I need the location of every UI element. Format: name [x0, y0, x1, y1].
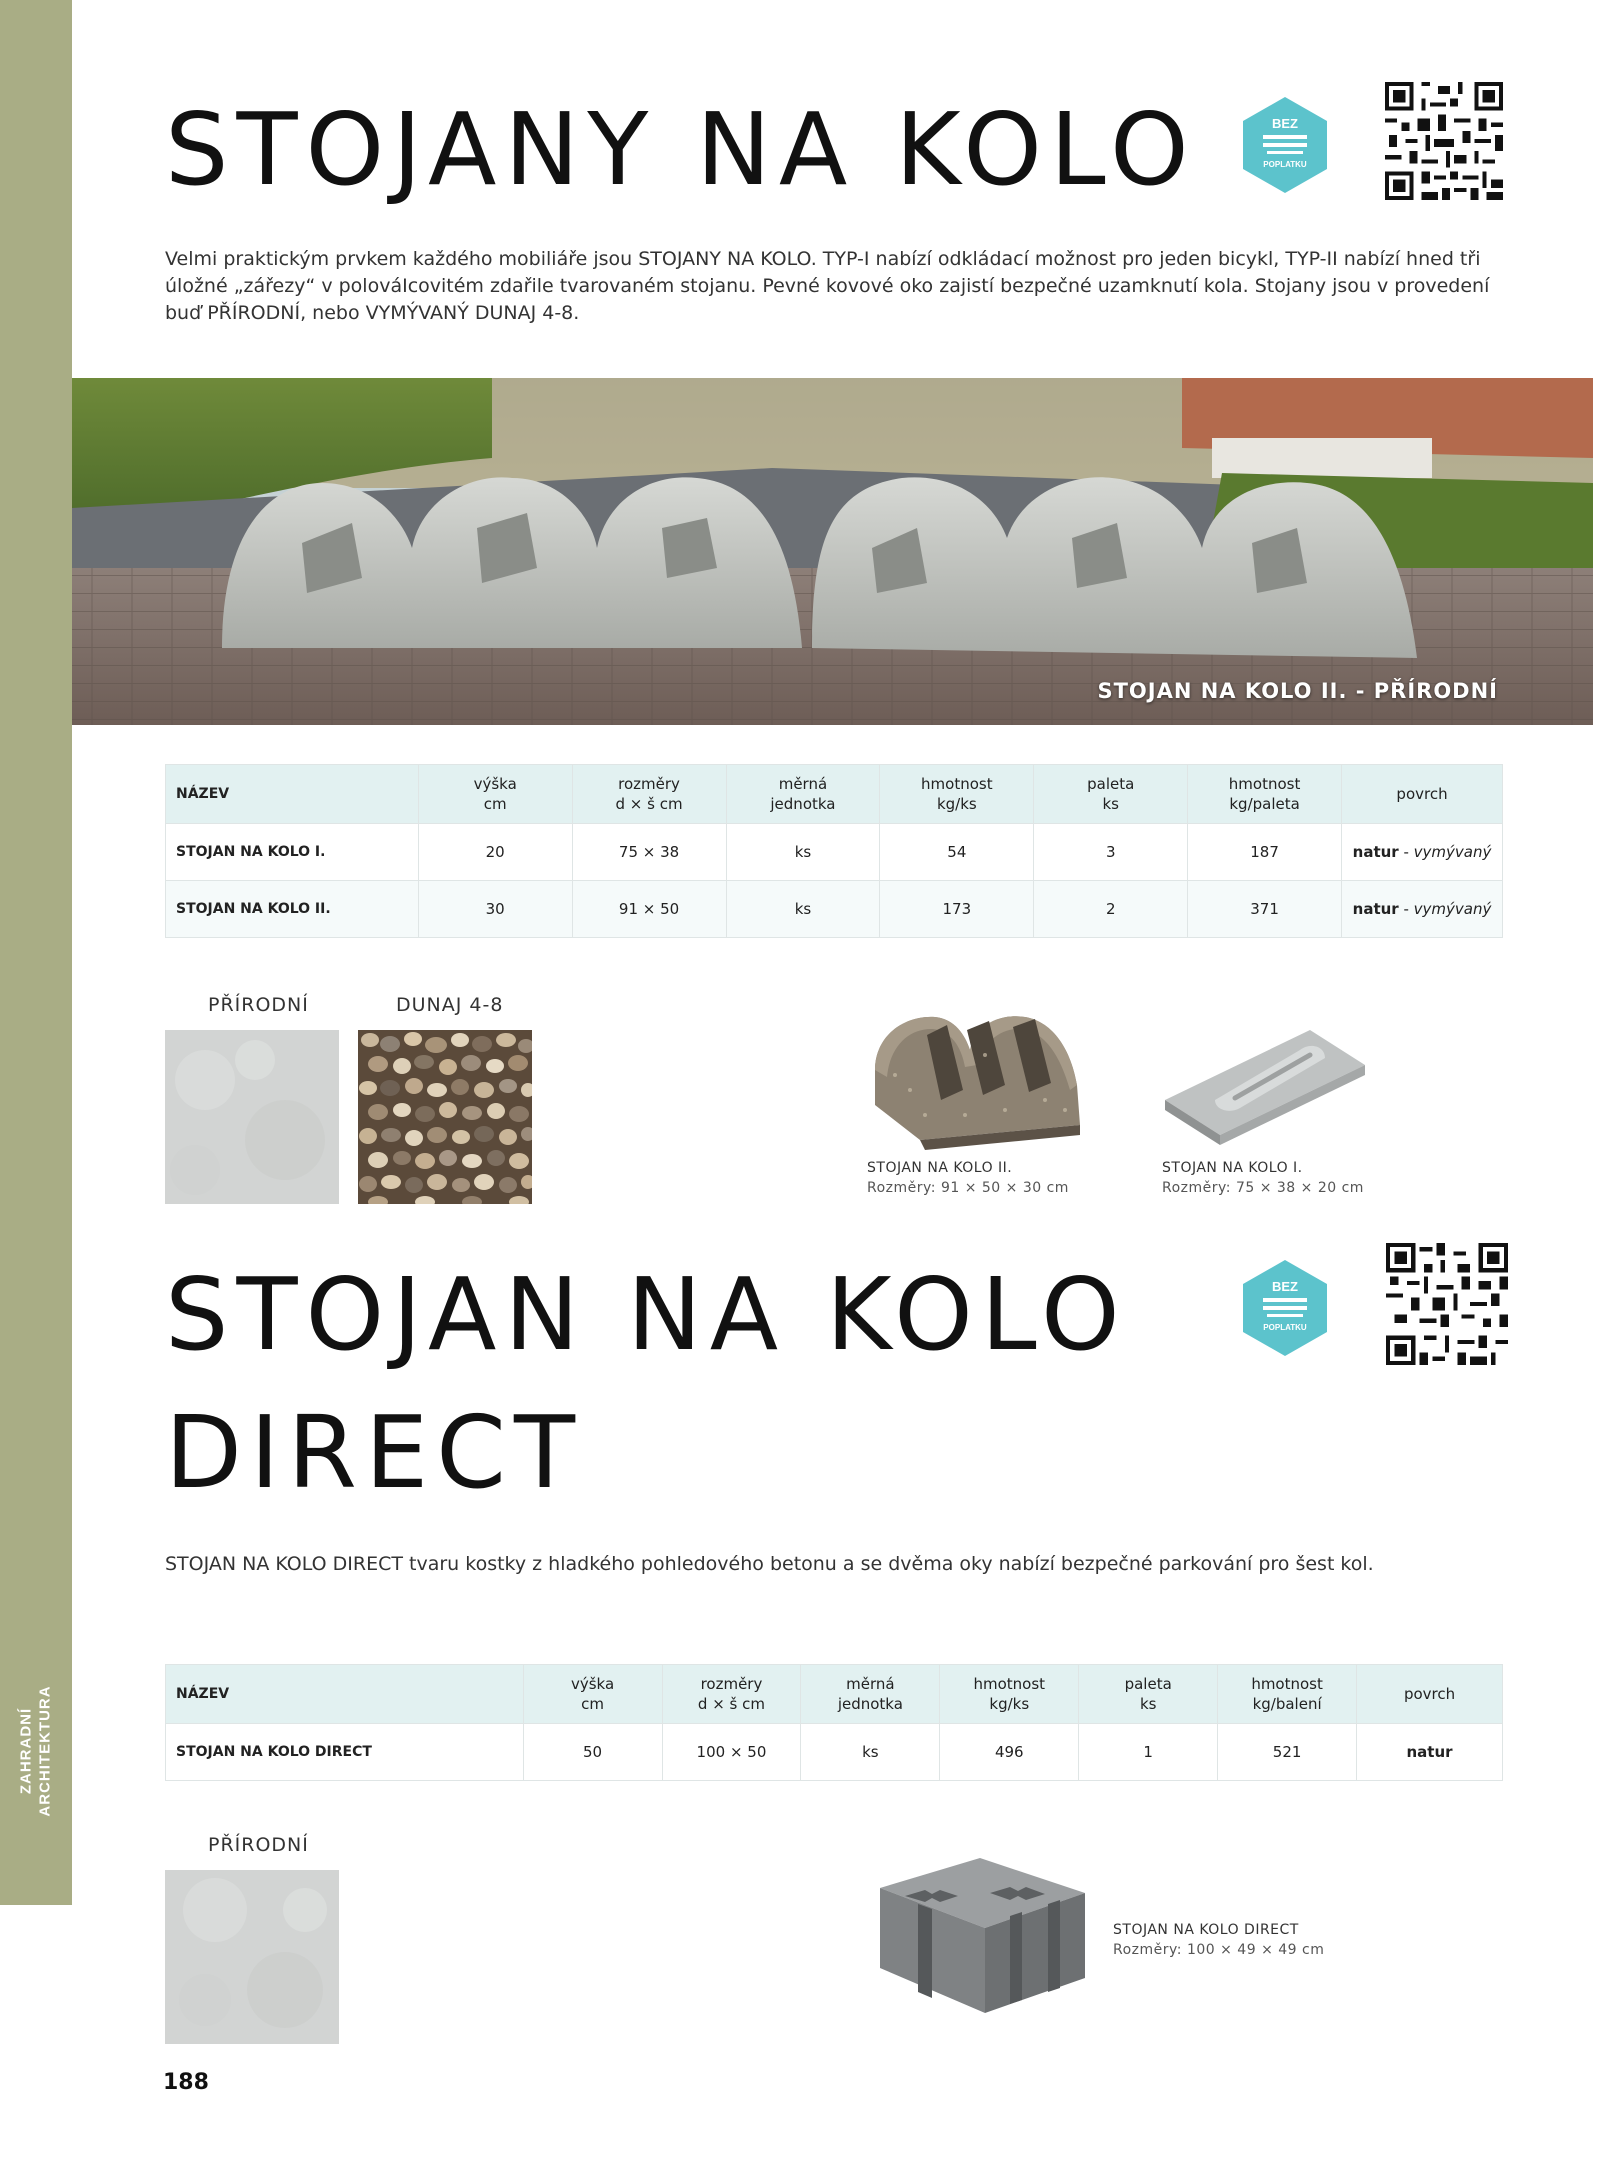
row-unit: ks — [726, 881, 880, 938]
sidebar-label-line1: ZAHRADNÍ — [18, 1707, 36, 1795]
product-name: STOJAN NA KOLO DIRECT — [1113, 1922, 1299, 1938]
row-dims: 91 × 50 — [572, 881, 726, 938]
hero-illustration — [72, 378, 1593, 725]
table-header-row — [166, 765, 1503, 824]
sidebar-label — [12, 1686, 60, 1816]
badge-text-2: POPLATKU — [1263, 1323, 1307, 1332]
col-height-header: výška cm — [418, 765, 572, 824]
hero-caption: STOJAN NA KOLO II. - PŘÍRODNÍ — [1097, 679, 1498, 703]
col-unit-header: měrná jednotka — [726, 765, 880, 824]
qr-code-icon[interactable] — [1385, 82, 1503, 200]
swatch-natural-image — [165, 1870, 339, 2044]
product-caption-stojan-2 — [867, 1158, 1069, 1198]
row-pallet-weight: 521 — [1218, 1724, 1357, 1781]
section1-title: STOJANY NA KOLO — [165, 91, 1197, 208]
product-dims: Rozměry: 91 × 50 × 30 cm — [867, 1180, 1069, 1196]
swatch-dunaj-image — [358, 1030, 532, 1204]
col-surface-header: povrch — [1357, 1665, 1503, 1724]
product-dims: Rozměry: 75 × 38 × 20 cm — [1162, 1180, 1364, 1196]
product-image-stojan-2 — [865, 995, 1095, 1155]
row-pallet: 3 — [1034, 824, 1188, 881]
badge-text-1: BEZ — [1272, 116, 1298, 131]
section2-title-line2: DIRECT — [165, 1394, 584, 1511]
col-name-header: NÁZEV — [166, 765, 419, 824]
col-weight-header: hmotnost kg/ks — [880, 765, 1034, 824]
swatch-label-natural: PŘÍRODNÍ — [208, 1834, 309, 1856]
badge-text-2: POPLATKU — [1263, 160, 1307, 169]
table-row — [166, 881, 1503, 938]
product-name: STOJAN NA KOLO II. — [867, 1160, 1013, 1176]
swatch-label-natural: PŘÍRODNÍ — [208, 994, 309, 1016]
row-weight: 496 — [940, 1724, 1079, 1781]
row-surface: natur — [1357, 1724, 1503, 1781]
row-name: STOJAN NA KOLO II. — [166, 881, 419, 938]
col-pallet-header: paleta ks — [1079, 1665, 1218, 1724]
product-image-stojan-direct — [870, 1838, 1090, 2018]
spec-table-2 — [165, 1664, 1503, 1781]
row-name: STOJAN NA KOLO DIRECT — [166, 1724, 524, 1781]
col-unit-header: měrná jednotka — [801, 1665, 940, 1724]
concrete-texture — [165, 1870, 339, 2044]
row-surface: natur - vymývaný — [1342, 824, 1503, 881]
table-header-row — [166, 1665, 1503, 1724]
product-name: STOJAN NA KOLO I. — [1162, 1160, 1303, 1176]
col-dims-header: rozměry d × š cm — [572, 765, 726, 824]
sidebar-band — [0, 0, 72, 1905]
col-weight-header: hmotnost kg/ks — [940, 1665, 1079, 1724]
section2-title-line1: STOJAN NA KOLO — [165, 1256, 1128, 1373]
section2-intro: STOJAN NA KOLO DIRECT tvaru kostky z hladkého pohledového betonu a se dvěma oky nabízí bezpečné parkování pro šest kol. — [165, 1553, 1374, 1575]
row-pallet: 1 — [1079, 1724, 1218, 1781]
row-pallet-weight: 371 — [1188, 881, 1342, 938]
stand-2-illustration — [865, 995, 1095, 1155]
table-row — [166, 824, 1503, 881]
product-dims: Rozměry: 100 × 49 × 49 cm — [1113, 1942, 1325, 1958]
row-weight: 173 — [880, 881, 1034, 938]
row-weight: 54 — [880, 824, 1034, 881]
row-name: STOJAN NA KOLO I. — [166, 824, 419, 881]
row-height: 20 — [418, 824, 572, 881]
free-badge-icon — [1235, 1258, 1335, 1358]
direct-stand-illustration — [870, 1838, 1090, 2018]
section1-intro: Velmi praktickým prvkem každého mobiliáře jsou STOJANY NA KOLO. TYP-I nabízí odkládací možnost pro jeden bicykl, TYP-II nabízí hned tři úložné „zářezy“ v polováIcovitém zdařile tvarovaném stojanu. Pevné kovové oko zajistí bezpečné uzamknutí kola. Stojany jsou v provedení buď PŘÍRODNÍ, nebo VYMÝVANÝ DUNAJ 4-8. — [165, 248, 1490, 324]
hero-photo — [72, 378, 1593, 725]
sidebar-label-line2: ARCHITEKTURA — [37, 1685, 55, 1817]
col-pallet-header: paleta ks — [1034, 765, 1188, 824]
qr-code-icon[interactable] — [1386, 1243, 1508, 1365]
stand-1-illustration — [1160, 1010, 1370, 1150]
product-caption-stojan-1 — [1162, 1158, 1364, 1198]
col-dims-header: rozměry d × š cm — [662, 1665, 801, 1724]
spec-table-1 — [165, 764, 1503, 938]
row-dims: 100 × 50 — [662, 1724, 801, 1781]
row-height: 50 — [523, 1724, 662, 1781]
swatch-label-dunaj: DUNAJ 4-8 — [396, 994, 504, 1016]
col-name-header: NÁZEV — [166, 1665, 524, 1724]
col-surface-header: povrch — [1342, 765, 1503, 824]
col-height-header: výška cm — [523, 1665, 662, 1724]
free-badge-icon — [1235, 95, 1335, 195]
page-number: 188 — [163, 2070, 209, 2095]
col-pallet-weight-header: hmotnost kg/balení — [1218, 1665, 1357, 1724]
table-row — [166, 1724, 1503, 1781]
col-pallet-weight-header: hmotnost kg/paleta — [1188, 765, 1342, 824]
row-unit: ks — [801, 1724, 940, 1781]
concrete-texture — [165, 1030, 339, 1204]
row-height: 30 — [418, 881, 572, 938]
swatch-natural-image — [165, 1030, 339, 1204]
row-unit: ks — [726, 824, 880, 881]
badge-text-1: BEZ — [1272, 1279, 1298, 1294]
product-image-stojan-1 — [1160, 1010, 1370, 1150]
product-caption-stojan-direct — [1113, 1920, 1324, 1960]
pebble-texture — [358, 1030, 532, 1204]
row-pallet: 2 — [1034, 881, 1188, 938]
row-pallet-weight: 187 — [1188, 824, 1342, 881]
row-dims: 75 × 38 — [572, 824, 726, 881]
row-surface: natur - vymývaný — [1342, 881, 1503, 938]
